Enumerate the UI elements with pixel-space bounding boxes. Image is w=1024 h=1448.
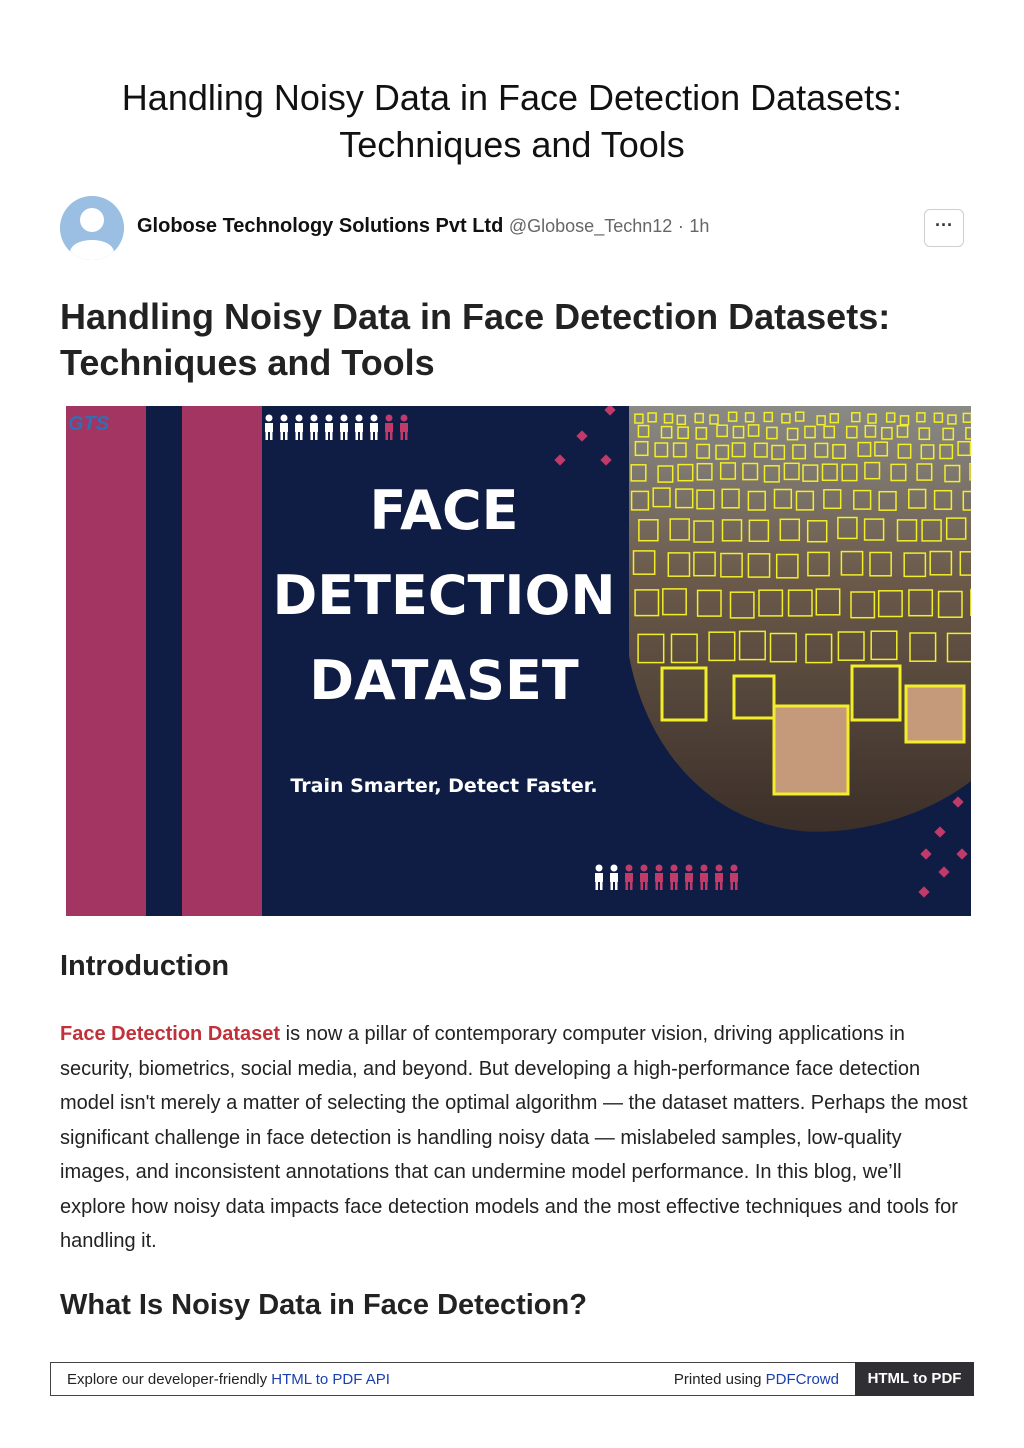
avatar[interactable] bbox=[60, 196, 124, 260]
hero-text-dataset: DATASET bbox=[309, 649, 579, 712]
document-title-line1: Handling Noisy Data in Face Detection Datasets: bbox=[121, 77, 903, 118]
magenta-stripe-left bbox=[66, 406, 146, 916]
magenta-stripe-right bbox=[182, 406, 262, 916]
footer-explore bbox=[67, 1371, 390, 1388]
intro-paragraph bbox=[60, 1017, 970, 1259]
hero-graphic bbox=[66, 406, 971, 916]
hero-tagline: Train Smarter, Detect Faster. bbox=[290, 775, 598, 797]
document-title bbox=[0, 74, 1024, 168]
noisy-data-heading: What Is Noisy Data in Face Detection? bbox=[60, 1289, 587, 1321]
pdfcrowd-link[interactable]: PDFCrowd bbox=[765, 1371, 839, 1388]
post-time: 1h bbox=[689, 216, 710, 236]
footer-explore-text: Explore our developer-friendly bbox=[67, 1371, 272, 1388]
author-info bbox=[137, 215, 709, 238]
pdfcrowd-footer bbox=[50, 1362, 974, 1396]
hero-image bbox=[66, 406, 971, 916]
post-title bbox=[60, 294, 980, 386]
author-name[interactable]: Globose Technology Solutions Pvt Ltd bbox=[137, 215, 504, 237]
more-icon: ··· bbox=[935, 215, 953, 235]
intro-heading: Introduction bbox=[60, 950, 230, 982]
author-handle[interactable]: @Globose_Techn12 bbox=[508, 216, 673, 236]
more-options-button[interactable] bbox=[924, 209, 964, 247]
intro-body-text: is now a pillar of contemporary computer vision, driving applications in security, biometrics, social media, and beyond. But developing a high-performance face detection model isn't merely a matter of selecting the optimal algorithm — the dataset matters. Perhaps the most significant challenge in face detection is handling noisy data — mislabeled samples, low-quality images, and inconsistent annotations that can undermine model performance. In this blog, we’ll explore how noisy data impacts face detection models and the most effective techniques and tools for handling it. bbox=[60, 1023, 968, 1252]
html-to-pdf-button[interactable]: HTML to PDF bbox=[855, 1362, 974, 1396]
html-to-pdf-api-link[interactable]: HTML to PDF API bbox=[271, 1371, 390, 1388]
post-title-line2: Techniques and Tools bbox=[60, 342, 435, 383]
hero-text-face: FACE bbox=[369, 479, 519, 542]
author-row bbox=[60, 196, 964, 260]
hero-text-detection: DETECTION bbox=[272, 564, 616, 627]
gts-logo: GTS bbox=[68, 413, 110, 435]
footer-printed-text: Printed using bbox=[673, 1371, 766, 1388]
face-detection-dataset-link[interactable]: Face Detection Dataset bbox=[60, 1023, 281, 1045]
post-title-line1: Handling Noisy Data in Face Detection Datasets: bbox=[60, 296, 891, 337]
meta-separator: · bbox=[677, 216, 684, 236]
footer-printed bbox=[674, 1371, 839, 1388]
document-title-line2: Techniques and Tools bbox=[339, 124, 685, 165]
user-avatar-icon bbox=[60, 196, 124, 260]
